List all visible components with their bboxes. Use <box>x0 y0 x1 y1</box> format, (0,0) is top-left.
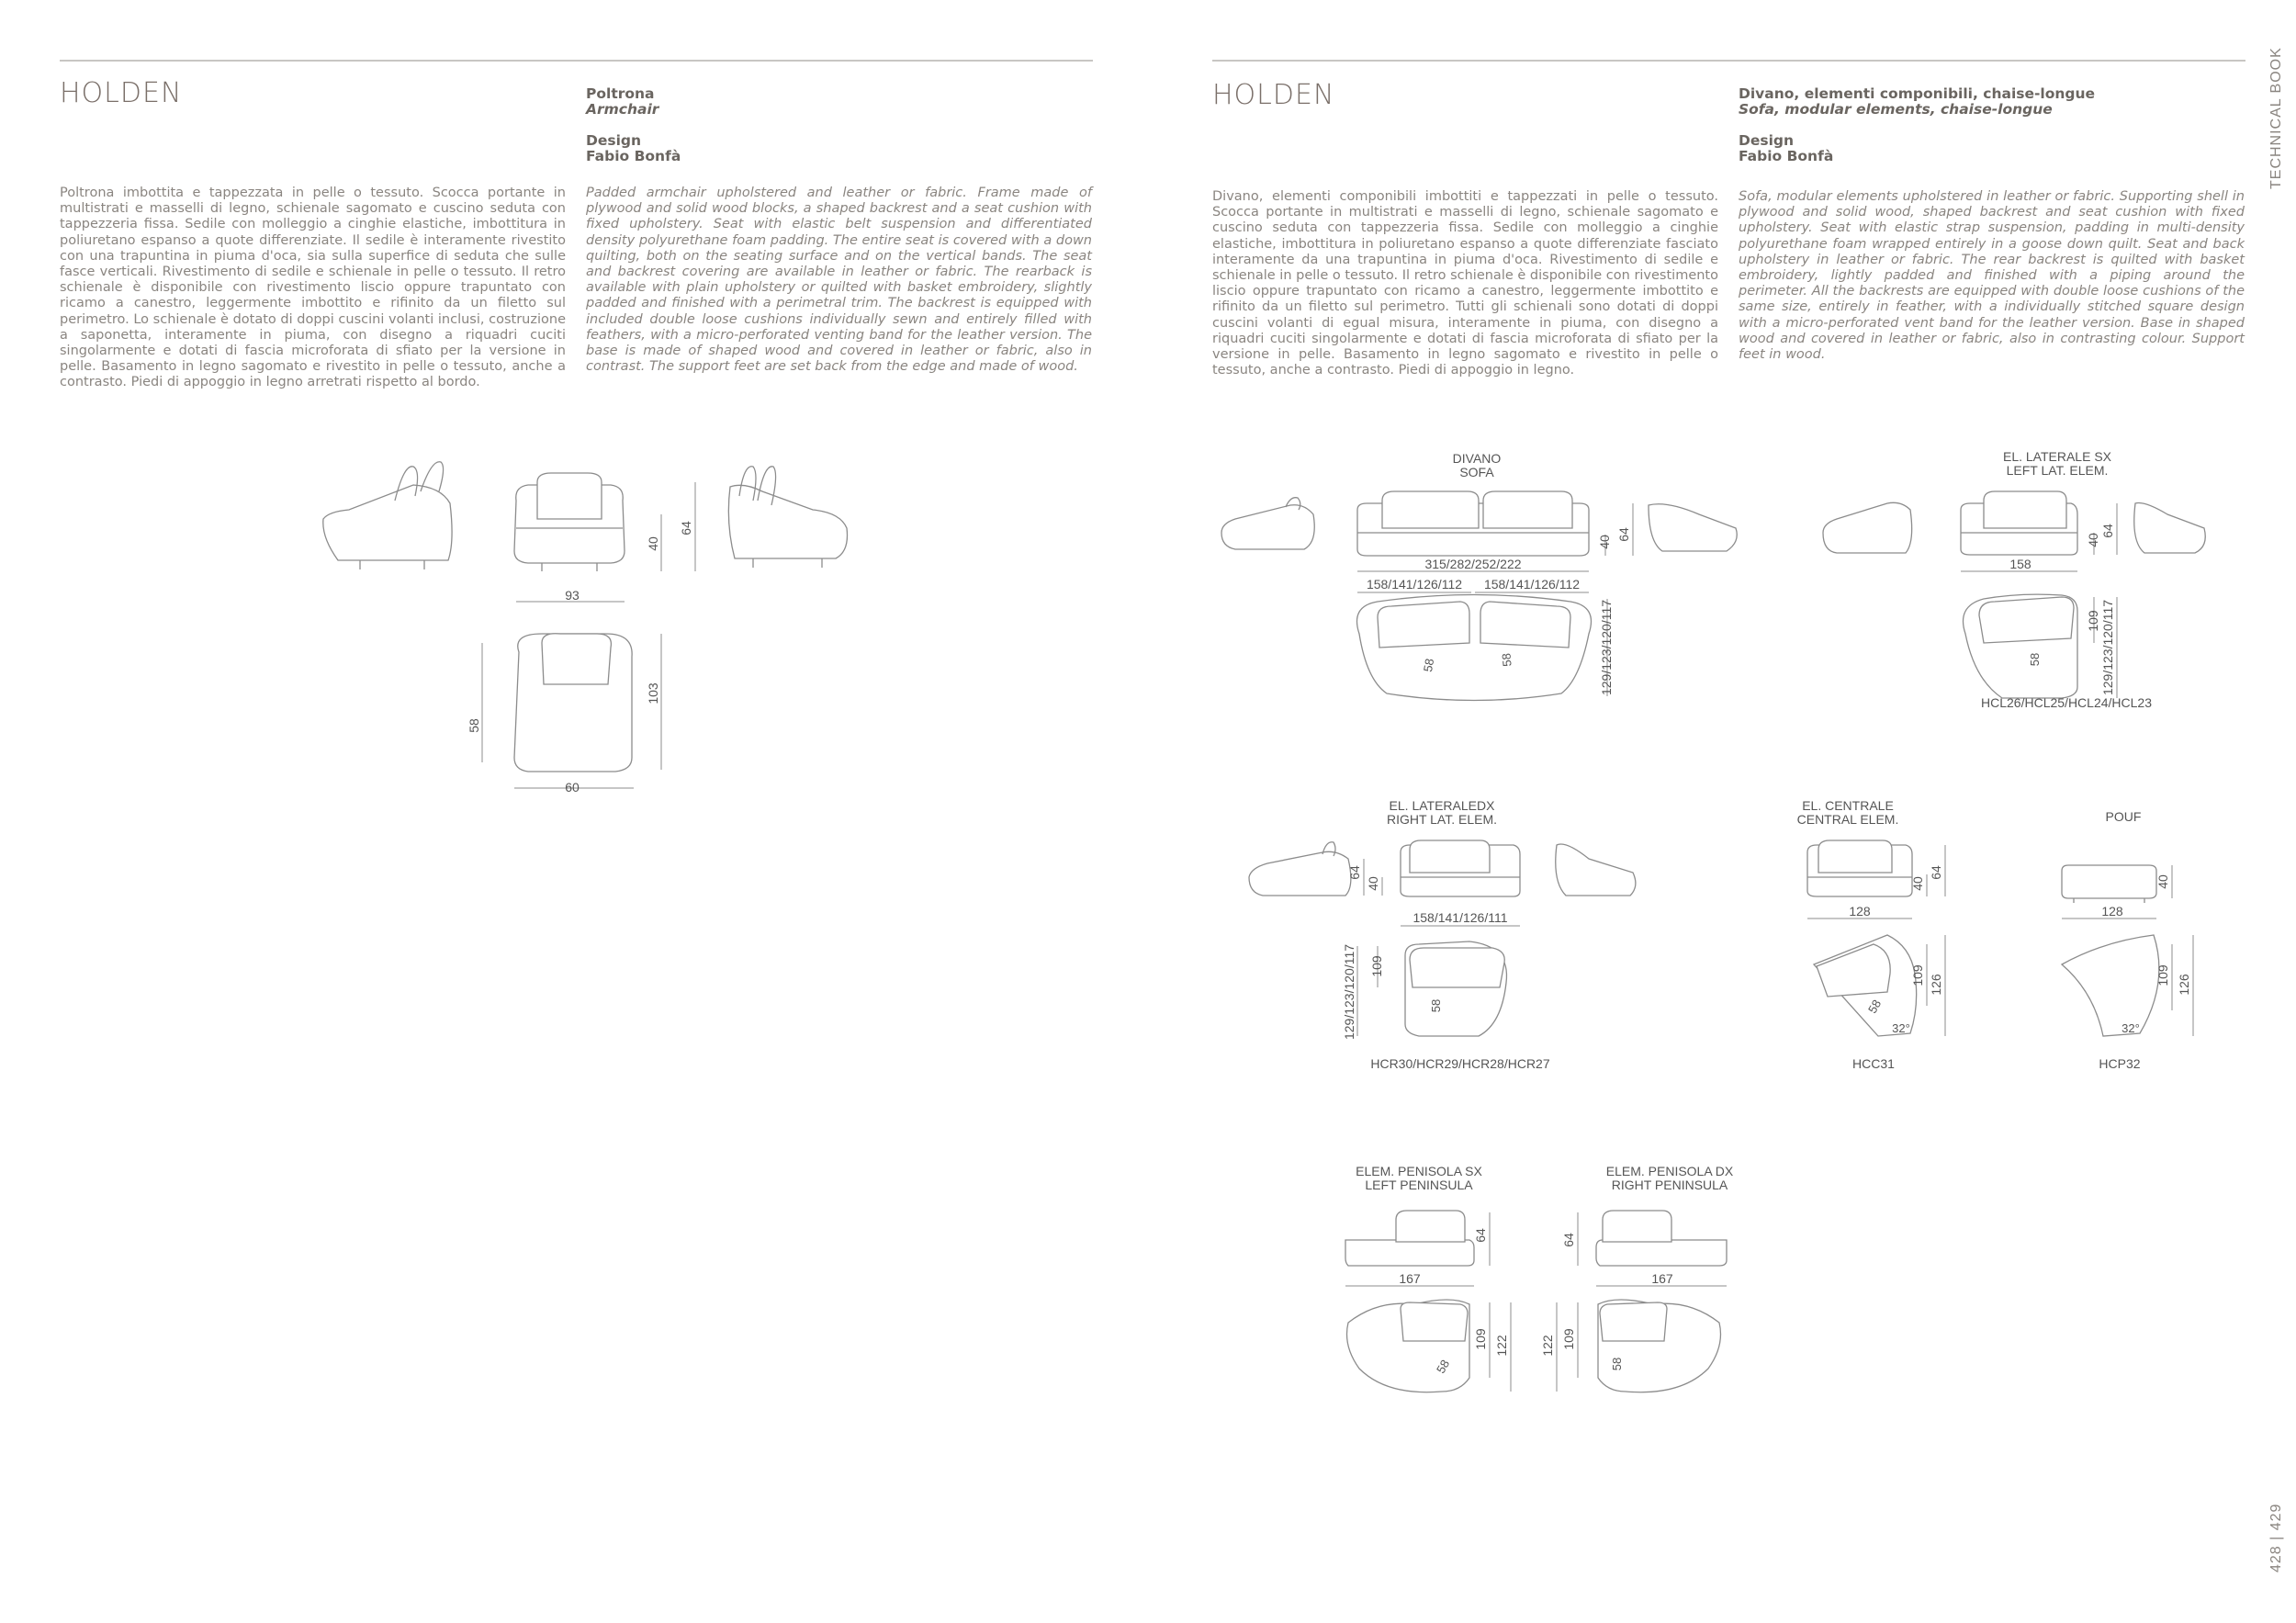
right-el-dim-seat: 58 <box>1429 998 1443 1013</box>
description-it-right: Divano, elementi componibili imbottiti e tappezzati in pelle o tessuto. Scocca portante in multistrati e masselli di legno, schienale sagomato e cuscino seduta con tappezzeria fissa. Sedile con molleggio a cinghie elastiche, imbottitura in poliuretano espanso a quote differenziate fasciato interamente da una trapuntina in piuma d'oca. Rivestimento di sedile e schienale in pelle o tessuto. Il retro schienale è disponibile con rivestimento liscio oppure trapuntato con ricamo a canestro, leggermente imbottito e rifinito da un filetto sul perimetro. Tutti gli schienali sono dotati di doppi cuscini volanti di egual misura, interamente in piuma, con disegno a riquadri cuciti singolarmente e dotati di fascia microforata di sfiato per la versione in pelle. Basamento in legno sagomato e rivestito in pelle o tessuto, anche a contrasto. Piedi di appoggio in legno. <box>1212 189 1718 378</box>
pen-sx-dim-109: 109 <box>1473 1328 1488 1350</box>
designer-name: Fabio Bonfà <box>586 148 681 164</box>
central-dim-angle: 32° <box>1892 1021 1910 1035</box>
design-label: Design <box>586 132 642 149</box>
sofa-dim-seat-right: 58 <box>1499 652 1514 668</box>
dim-armchair-seat-width: 60 <box>565 780 580 795</box>
pouf-drawing <box>2062 809 2193 1071</box>
right-el-dim-109: 109 <box>1369 955 1384 977</box>
sofa-label-en: SOFA <box>1459 465 1494 479</box>
dim-armchair-seat-depth: 58 <box>467 718 481 733</box>
right-el-dim-total-height: 64 <box>1347 865 1362 880</box>
type-it: Divano, elementi componibili, chaise-longue <box>1739 85 2096 102</box>
left-el-dim-depth: 129/123/120/117 <box>2100 599 2115 696</box>
central-dim-total-height: 64 <box>1929 865 1943 880</box>
left-el-label-it: EL. LATERALE SX <box>2002 449 2112 464</box>
central-code: HCC31 <box>1852 1056 1895 1071</box>
armchair-top-view <box>467 634 661 795</box>
pen-sx-label-it: ELEM. PENISOLA SX <box>1356 1164 1482 1178</box>
left-el-label-en: LEFT LAT. ELEM. <box>2006 463 2109 478</box>
pen-sx-dim-seat: 58 <box>1433 1357 1453 1376</box>
central-dim-126: 126 <box>1929 974 1943 996</box>
pen-dx-dim-width: 167 <box>1651 1271 1673 1286</box>
pen-sx-dim-width: 167 <box>1399 1271 1421 1286</box>
right-el-dim-seat-height: 40 <box>1366 876 1380 891</box>
left-el-dim-109: 109 <box>2086 610 2100 632</box>
pouf-dim-126: 126 <box>2177 974 2191 996</box>
left-el-dim-width: 158 <box>2009 557 2032 571</box>
right-el-code: HCR30/HCR29/HCR28/HCR27 <box>1370 1056 1550 1071</box>
type-it: Poltrona <box>586 85 655 102</box>
peninsula-right-drawing <box>1540 1164 1734 1392</box>
right-el-dim-depth: 129/123/120/117 <box>1342 943 1356 1041</box>
left-el-dim-total-height: 64 <box>2100 524 2115 538</box>
pouf-dim-height: 40 <box>2155 874 2170 889</box>
right-el-label-it: EL. LATERALEDX <box>1389 798 1495 813</box>
pen-dx-label-it: ELEM. PENISOLA DX <box>1605 1164 1734 1178</box>
sofa-dim-depth: 129/123/120/117 <box>1599 599 1614 696</box>
dim-armchair-total-height: 64 <box>679 521 693 535</box>
pouf-code: HCP32 <box>2099 1056 2141 1071</box>
central-dim-width: 128 <box>1849 904 1871 919</box>
description-it-left: Poltrona imbottita e tappezzata in pelle o tessuto. Scocca portante in multistrati e masselli di legno, schienale sagomato e cuscino seduta con tappezzeria fissa. Sedile con molleggio a cinghie elastiche, imbottitura in poliuretano espanso a quote differenziate. Il sedile è interamente rivestito con una trapuntina in piuma d'oca, sia sulla superfice di seduta che sulle fasce verticali. Rivestimento di sedile e schienale in pelle o tessuto. Il retro schienale è disponibile con rivestimento liscio oppure trapuntato con ricamo a canestro, leggermente imbottito e rifinito da un filetto sul perimetro. Lo schienale è dotato di doppi cuscini volanti inclusi, costruzione a saponetta, interamente in piuma, con disegno a riquadri cuciti singolarmente e dotati di fascia microforata di sfiato per la versione in pelle. Basamento in legno sagomato e rivestito in pelle o tessuto, anche a contrasto. Piedi di appoggio in legno arretrati rispetto al bordo. <box>60 186 566 390</box>
central-dim-seat-height: 40 <box>1910 876 1925 891</box>
sofa-label-it: DIVANO <box>1452 451 1502 466</box>
peninsula-left-drawing <box>1345 1164 1511 1392</box>
right-el-dim-width: 158/141/126/111 <box>1412 910 1508 925</box>
page-title-right: HOLDEN <box>1212 79 1335 111</box>
dim-armchair-depth: 103 <box>646 682 660 704</box>
central-dim-109: 109 <box>1910 964 1925 986</box>
description-en-right: Sofa, modular elements upholstered in leather or fabric. Supporting shell in plywood and solid wood, shaped backrest and seat cushion with fixed upholstery. Seat with elastic strap suspension, padding in multi-density polyurethane foam wrapped entirely in a goose down quilt. Seat and back upholstery in leather or fabric. The rear backrest is quilted with basket embroidery, lightly padded and finished with a piping around the perimeter. All the backrests are equipped with double loose cushions of the same size, entirely in feather, with a individually stitched square design with a micro-perforated vent band for the leather version. Base in shaped wood and covered in leather or fabric, also in contrasting colour. Support feet in wood. <box>1739 189 2245 363</box>
armchair-side-view <box>323 462 452 569</box>
pen-dx-dim-seat: 58 <box>1610 1357 1624 1371</box>
central-element-drawing <box>1797 798 1945 1071</box>
sidebar-book-label: TECHNICAL BOOK <box>2268 47 2284 189</box>
sofa-dim-width: 315/282/252/222 <box>1424 557 1522 571</box>
left-lateral-drawing <box>1823 449 2205 710</box>
description-en-left: Padded armchair upholstered and leather or fabric. Frame made of plywood and solid wood blocks, a shaped backrest and a seat cushion with fixed upholstery. Seat with elastic belt suspension and differentiated density polyurethane foam padding. The entire seat is covered with a down quilting, both on the seating surface and on the vertical bands. The seat and backrest covering are available in leather or fabric. The rearback is available with plain upholstery or quilted with basket embroidery, slightly padded and finished with a perimetral trim. The backrest is equipped with included double loose cushions individually sewn and entirely filled with feathers, with a micro-perforated venting band for the leather version. The base is made of shaped wood and covered in leather or fabric, also in contrast. The support feet are set back from the edge and made of wood. <box>586 186 1092 375</box>
sofa-dim-seat-left: 58 <box>1420 657 1437 673</box>
left-el-dim-seat: 58 <box>2028 652 2042 667</box>
dim-armchair-seat-height: 40 <box>646 536 660 551</box>
dim-armchair-width: 93 <box>565 588 580 603</box>
pouf-dim-angle: 32° <box>2122 1021 2140 1035</box>
type-en: Sofa, modular elements, chaise-longue <box>1739 101 2053 118</box>
right-el-label-en: RIGHT LAT. ELEM. <box>1386 812 1498 827</box>
sofa-dim-total-height: 64 <box>1616 527 1631 542</box>
pen-dx-dim-109: 109 <box>1561 1328 1576 1350</box>
pouf-dim-width: 128 <box>2101 904 2123 919</box>
armchair-front-view <box>514 473 695 603</box>
pen-sx-label-en: LEFT PENINSULA <box>1365 1178 1473 1192</box>
design-label: Design <box>1739 132 1795 149</box>
sidebar-page-numbers: 428 | 429 <box>2268 1503 2284 1572</box>
pen-dx-dim-122: 122 <box>1540 1335 1555 1357</box>
pen-dx-dim-height: 64 <box>1561 1233 1576 1247</box>
type-en: Armchair <box>586 101 659 118</box>
sofa-dim-seat-height: 40 <box>1597 535 1612 549</box>
pen-sx-dim-height: 64 <box>1473 1228 1488 1243</box>
sofa-dim-half-left: 158/141/126/112 <box>1366 577 1463 592</box>
left-el-code: HCL26/HCL25/HCL24/HCL23 <box>1981 695 2152 710</box>
sofa-dim-half-right: 158/141/126/112 <box>1483 577 1581 592</box>
left-el-dim-seat-height: 40 <box>2086 533 2100 547</box>
pouf-label: POUF <box>2105 809 2142 824</box>
central-label-it: EL. CENTRALE <box>1802 798 1894 813</box>
right-lateral-drawing <box>1249 798 1636 1071</box>
pouf-dim-109: 109 <box>2155 964 2170 986</box>
central-dim-seat: 58 <box>1864 997 1885 1016</box>
pen-dx-label-en: RIGHT PENINSULA <box>1611 1178 1728 1192</box>
sofa-drawing <box>1221 451 1737 701</box>
designer-name: Fabio Bonfà <box>1739 148 1834 164</box>
central-label-en: CENTRAL ELEM. <box>1796 812 1899 827</box>
page-title-left: HOLDEN <box>60 77 183 109</box>
pen-sx-dim-122: 122 <box>1494 1335 1509 1357</box>
armchair-rear-side-view <box>728 467 847 568</box>
